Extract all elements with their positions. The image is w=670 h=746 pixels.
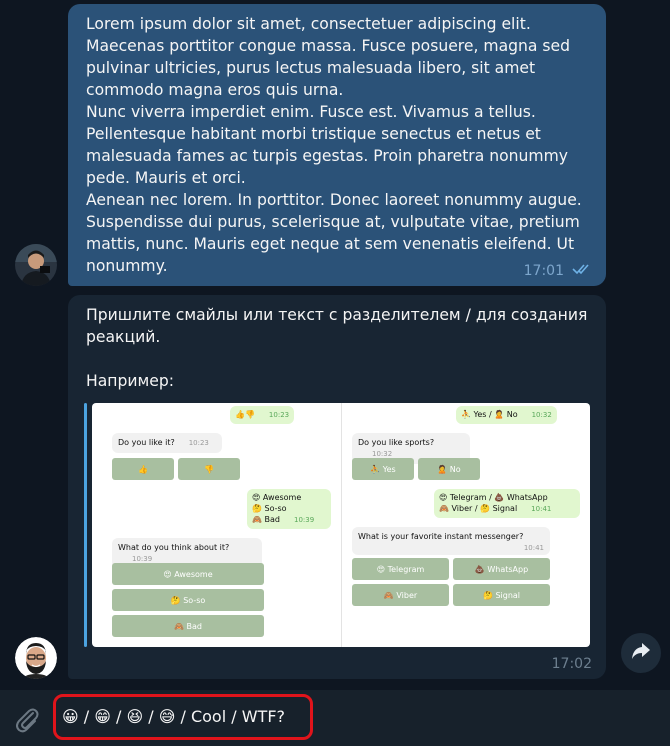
mini-text: What is your favorite instant messenger? <box>358 532 524 541</box>
example-pane-left <box>92 403 341 647</box>
mini-outgoing <box>434 489 580 518</box>
example-label: Например: <box>86 372 175 390</box>
message-time: 17:02 <box>551 656 592 672</box>
message-meta <box>524 263 592 279</box>
mini-button: 😍 Telegram <box>352 558 449 580</box>
preview-accent-bar <box>84 403 87 647</box>
attach-button[interactable] <box>14 705 40 733</box>
mini-text: What do you think about it? <box>118 543 230 552</box>
mini-outgoing <box>456 406 557 424</box>
forward-icon <box>631 642 651 664</box>
mini-text: 🙈 Bad <box>252 515 280 524</box>
message-paragraph: Nunc viverra imperdiet enim. Fusce est. Vivamus a tellus. Pellentesque habitant morbi tristique senectus et netus et malesuada fames ac turpis egestas. Proin pharetra nonummy pede. Mauris et orci. <box>86 103 569 187</box>
forward-button[interactable] <box>621 633 661 673</box>
mini-button: ⛹ Yes <box>352 458 414 480</box>
mini-text: 🙈 Viber / 🤔 Signal <box>439 504 518 513</box>
instruction-text: Пришлите смайлы или текст с разделителем / для создания реакций. <box>86 306 588 346</box>
mini-button: 🤔 So-so <box>112 589 264 611</box>
mini-text: 🤔 So-so <box>252 504 287 513</box>
mini-button: 😍 Awesome <box>112 563 264 585</box>
mini-incoming <box>352 527 550 555</box>
mini-text: Do you like sports? <box>358 438 435 447</box>
double-check-icon <box>572 263 592 279</box>
mini-button: 🙈 Viber <box>352 584 449 606</box>
message-text <box>86 13 596 277</box>
example-pane-right <box>342 403 590 647</box>
paperclip-icon <box>14 718 40 737</box>
message-time: 17:01 <box>523 263 564 279</box>
mini-time: 10:32 <box>372 450 393 458</box>
mini-incoming <box>112 433 222 453</box>
message-paragraph: Lorem ipsum dolor sit amet, consectetuer adipiscing elit. Maecenas porttitor congue massa. Fusce posuere, magna sed pulvinar ultricies, purus lectus malesuada libero, sit amet commodo magna eros quis urna. <box>86 15 571 99</box>
mini-text: 👍👎 <box>235 410 255 419</box>
mini-button: 🙈 Bad <box>112 615 264 637</box>
message-input[interactable]: 😀 / 😁 / 😆 / 😅 / Cool / WTF? <box>62 707 286 726</box>
mini-text: 😍 Telegram / 💩 WhatsApp <box>439 493 548 502</box>
mini-text: ⛹ Yes / 🙎 No <box>461 410 518 419</box>
message-paragraph: Aenean nec lorem. In porttitor. Donec laoreet nonummy augue. Suspendisse dui purus, scelerisque at, vulputate vitae, pretium mattis, nunc. Mauris eget neque at sem venenatis eleifend. Ut nonummy. <box>86 191 582 275</box>
mini-time: 10:32 <box>531 411 552 419</box>
mini-button: 🙎 No <box>418 458 480 480</box>
user-avatar[interactable] <box>15 244 57 286</box>
mini-outgoing <box>247 489 331 529</box>
mini-time: 10:41 <box>531 505 552 513</box>
bot-avatar[interactable] <box>15 637 57 679</box>
mini-time: 10:39 <box>293 516 315 524</box>
mini-time: 10:23 <box>188 439 209 447</box>
message-bubble-outgoing[interactable] <box>68 4 606 286</box>
mini-button: 👎 <box>178 458 240 480</box>
message-text <box>86 304 591 392</box>
mini-button: 🤔 Signal <box>453 584 550 606</box>
mini-time: 10:39 <box>132 555 153 563</box>
mini-outgoing <box>230 406 294 424</box>
mini-text: Do you like it? <box>118 438 175 447</box>
mini-text: 😍 Awesome <box>252 493 302 502</box>
mini-button: 👍 <box>112 458 174 480</box>
message-bubble-incoming[interactable] <box>68 295 606 679</box>
mini-button: 💩 WhatsApp <box>453 558 550 580</box>
mini-time: 10:23 <box>268 411 290 419</box>
mini-time: 10:41 <box>523 544 544 552</box>
example-image[interactable] <box>92 403 590 647</box>
